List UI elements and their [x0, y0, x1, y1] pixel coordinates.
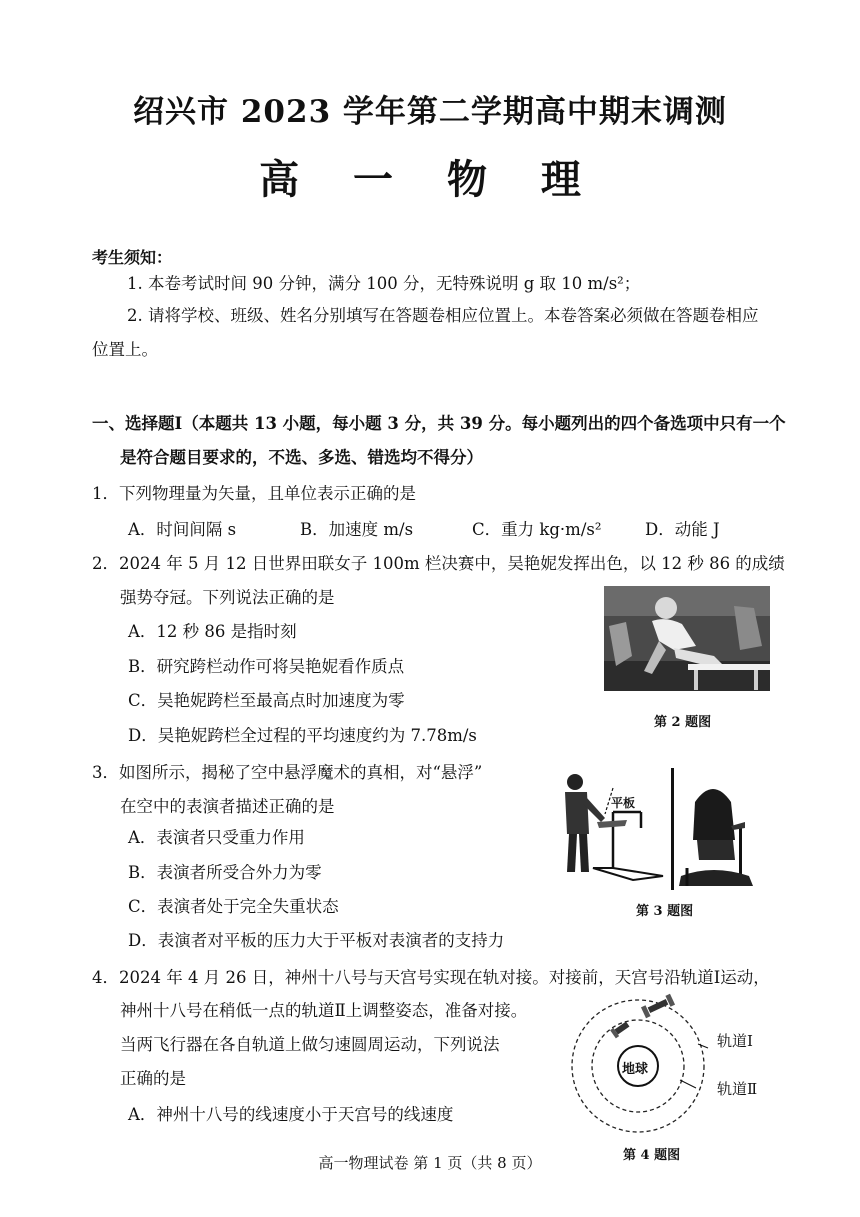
q4-orbit2-label: 轨道Ⅱ: [717, 1080, 758, 1098]
q4-figure-caption: 第 4 题图: [623, 1148, 681, 1163]
exam-title: 绍兴市 2023 学年第二学期高中期末调测: [133, 94, 727, 130]
q4-stem-a: 4．2024 年 4 月 26 日，神州十八号与天宫号实现在轨对接。对接前，天宫号沿轨道Ⅰ运动，: [92, 968, 770, 987]
notice-heading: 考生须知：: [92, 248, 173, 267]
q3-option-b: B．表演者所受合外力为零: [128, 863, 322, 882]
q3-option-c: C．表演者处于完全失重状态: [128, 897, 339, 916]
section1-heading-b: 是符合题目要求的，不选、多选、错选均不得分）: [120, 448, 483, 467]
q4-stem-b: 神州十八号在稍低一点的轨道Ⅱ上调整姿态，准备对接。: [120, 1001, 528, 1020]
section1-heading-a: 一、选择题Ⅰ（本题共 13 小题，每小题 3 分，共 39 分。每小题列出的四个备选项中只有一个: [92, 414, 786, 433]
q3-option-d: D．表演者对平板的压力大于平板对表演者的支持力: [128, 931, 505, 950]
q2-option-b: B．研究跨栏动作可将吴艳妮看作质点: [128, 657, 405, 676]
q2-hurdle-photo: [604, 586, 770, 691]
q4-option-a: A．神州十八号的线速度小于天宫号的线速度: [128, 1105, 454, 1124]
q2-stem-a: 2．2024 年 5 月 12 日世界田联女子 100m 栏决赛中，吴艳妮发挥出色，以 12 秒 86 的成绩: [92, 554, 785, 573]
q3-figure-caption: 第 3 题图: [636, 904, 694, 919]
q4-stem-d: 正确的是: [120, 1069, 186, 1088]
q3-board-label: 平板: [611, 796, 636, 810]
notice-item-1: 1. 本卷考试时间 90 分钟，满分 100 分，无特殊说明 g 取 10 m/s²；: [127, 274, 641, 293]
q3-option-a: A．表演者只受重力作用: [128, 828, 305, 847]
q2-option-a: A．12 秒 86 是指时刻: [128, 622, 297, 641]
q1-stem: 1．下列物理量为矢量，且单位表示正确的是: [92, 484, 416, 503]
q2-option-d: D．吴艳妮跨栏全过程的平均速度约为 7.78m/s: [128, 726, 477, 745]
q4-stem-c: 当两飞行器在各自轨道上做匀速圆周运动，下列说法: [120, 1035, 500, 1054]
notice-item-2b: 位置上。: [92, 340, 158, 359]
q3-levitation-figure: [553, 768, 771, 890]
subject-title: 高 一 物 理: [259, 156, 601, 203]
q3-stem-a: 3．如图所示，揭秘了空中悬浮魔术的真相，对“悬浮”: [92, 763, 483, 782]
q2-figure-caption: 第 2 题图: [654, 715, 712, 730]
notice-item-2a: 2. 请将学校、班级、姓名分别填写在答题卷相应位置上。本卷答案必须做在答题卷相应: [127, 306, 759, 325]
q1-option-d: D．动能 J: [645, 520, 720, 539]
q4-orbit1-label: 轨道Ⅰ: [717, 1032, 753, 1050]
page-footer: 高一物理试卷 第 1 页（共 8 页）: [318, 1154, 542, 1172]
q2-option-c: C．吴艳妮跨栏至最高点时加速度为零: [128, 691, 405, 710]
q2-stem-b: 强势夺冠。下列说法正确的是: [120, 588, 335, 607]
q3-stem-b: 在空中的表演者描述正确的是: [120, 797, 335, 816]
q1-option-c: C．重力 kg·m/s²: [472, 520, 602, 539]
q1-option-a: A．时间间隔 s: [128, 520, 237, 539]
q1-option-b: B．加速度 m/s: [300, 520, 414, 539]
q4-earth-label: 地球: [622, 1062, 649, 1077]
